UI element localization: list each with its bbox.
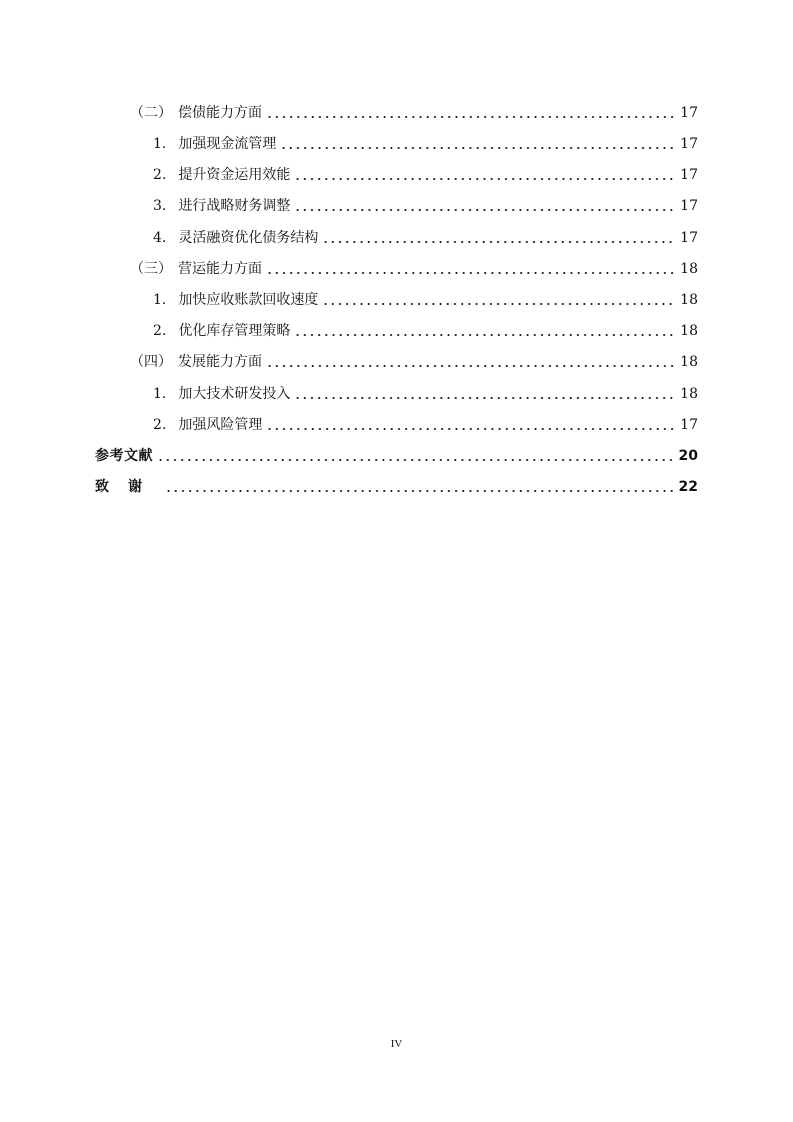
dot-leader xyxy=(294,167,676,181)
page-number: IV xyxy=(390,1038,403,1050)
dot-leader xyxy=(294,386,676,400)
dot-leader xyxy=(165,479,675,493)
toc-entry-marker: 4. xyxy=(153,230,167,246)
toc-entry-page: 17 xyxy=(680,198,698,214)
toc-entry-label: 营运能力方面 xyxy=(178,261,262,277)
toc-entry-page: 18 xyxy=(680,323,698,339)
toc-entry-page: 20 xyxy=(678,448,698,464)
toc-entry-page: 18 xyxy=(680,354,698,370)
toc-entry-rnd[interactable] xyxy=(153,379,698,403)
toc-entry-marker: （二） xyxy=(130,105,172,121)
toc-entry-marker: 3. xyxy=(153,198,167,214)
toc-entry-label: 偿债能力方面 xyxy=(178,105,262,121)
toc-entry-page: 18 xyxy=(680,261,698,277)
toc-entry-label: 发展能力方面 xyxy=(178,354,262,370)
toc-entry-marker: 1. xyxy=(153,292,167,308)
toc-entry-capital-efficiency[interactable] xyxy=(153,160,698,184)
dot-leader xyxy=(266,261,676,275)
dot-leader xyxy=(157,448,675,462)
toc-entry-label: 致谢 xyxy=(95,479,161,495)
toc-entry-label: 优化库存管理策略 xyxy=(178,323,291,339)
toc-entry-solvency[interactable] xyxy=(130,98,698,122)
toc-entry-debt-structure[interactable] xyxy=(153,223,698,247)
dot-leader xyxy=(294,323,676,337)
toc-entry-cashflow[interactable] xyxy=(153,129,698,153)
dot-leader xyxy=(294,198,676,212)
toc-entry-marker: （四） xyxy=(130,354,172,370)
dot-leader xyxy=(280,136,676,150)
toc-entry-page: 17 xyxy=(680,417,698,433)
toc-entry-strategic-adjustment[interactable] xyxy=(153,191,698,215)
toc-entry-page: 22 xyxy=(678,479,698,495)
dot-leader xyxy=(266,417,676,431)
toc-entry-page: 17 xyxy=(680,167,698,183)
toc-entry-label: 提升资金运用效能 xyxy=(178,167,291,183)
toc-entry-page: 17 xyxy=(680,105,698,121)
toc-entry-marker: 1. xyxy=(153,136,167,152)
dot-leader xyxy=(322,292,676,306)
toc-entry-marker: 2. xyxy=(153,417,167,433)
toc-entry-marker: （三） xyxy=(130,261,172,277)
toc-entry-page: 17 xyxy=(680,136,698,152)
toc-entry-label: 灵活融资优化债务结构 xyxy=(178,230,319,246)
dot-leader xyxy=(266,354,676,368)
toc-entry-page: 18 xyxy=(680,292,698,308)
toc-entry-inventory[interactable] xyxy=(153,316,698,340)
toc-entry-label: 加快应收账款回收速度 xyxy=(178,292,319,308)
toc-entry-operating-capacity[interactable] xyxy=(130,254,698,278)
toc-entry-risk-management[interactable] xyxy=(153,410,698,434)
toc-entry-page: 17 xyxy=(680,230,698,246)
toc-entry-label: 参考文献 xyxy=(95,448,153,464)
toc-entry-development-capacity[interactable] xyxy=(130,347,698,371)
toc-entry-label: 加强现金流管理 xyxy=(178,136,277,152)
toc-entry-marker: 2. xyxy=(153,167,167,183)
toc-entry-label: 进行战略财务调整 xyxy=(178,198,291,214)
toc-entry-label: 加大技术研发投入 xyxy=(178,386,291,402)
dot-leader xyxy=(322,230,676,244)
toc-entry-acknowledgements[interactable] xyxy=(95,472,698,496)
toc-entry-marker: 1. xyxy=(153,386,167,402)
toc-entry-label: 加强风险管理 xyxy=(178,417,263,433)
toc-entry-receivables[interactable] xyxy=(153,285,698,309)
toc-entry-references[interactable] xyxy=(95,441,698,465)
dot-leader xyxy=(266,105,676,119)
toc-entry-marker: 2. xyxy=(153,323,167,339)
toc-entry-page: 18 xyxy=(680,386,698,402)
